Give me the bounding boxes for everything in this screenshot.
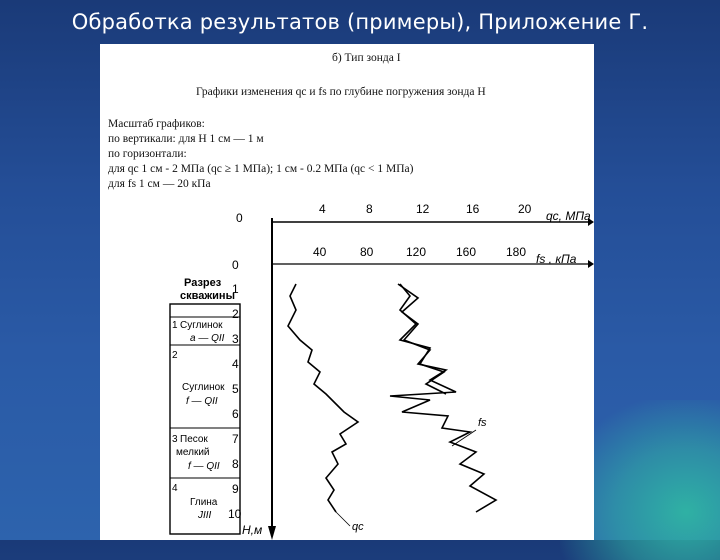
- layer-number: 4: [172, 483, 178, 494]
- document-panel: [100, 44, 594, 540]
- layer-index: a — QII: [190, 333, 225, 344]
- column-title: скважины: [180, 290, 235, 302]
- fs-leader: [452, 430, 476, 446]
- depth-tick: 5: [232, 382, 239, 396]
- depth-tick: 7: [232, 432, 239, 446]
- fs-axis-arrow: [588, 260, 594, 268]
- fs-curve-upper: [400, 284, 446, 394]
- layer-index: JIII: [198, 510, 212, 521]
- qc-tick: 16: [466, 202, 480, 216]
- fs-curve-label: fs: [478, 417, 487, 429]
- fs-tick: 160: [456, 245, 477, 259]
- depth-axis-arrow: [268, 526, 276, 540]
- qc-tick: 8: [366, 202, 373, 216]
- qc-curve-label: qc: [352, 521, 364, 533]
- scale-line: для fs 1 см — 20 кПа: [108, 178, 211, 190]
- layer-number: 3: [172, 434, 178, 445]
- fs-axis-label: fs , кПа: [536, 252, 577, 266]
- depth-tick: 0: [232, 258, 239, 272]
- depth-tick: 10: [228, 507, 242, 521]
- scale-line: по вертикали: для H 1 см — 1 м: [108, 133, 264, 145]
- qc-leader: [336, 512, 350, 526]
- scale-line: для qc 1 см - 2 МПа (qc ≥ 1 МПа); 1 см - 0.2 МПа (qc < 1 МПа): [108, 163, 414, 175]
- depth-axis-label: H,м: [242, 523, 263, 537]
- penetration-graph: [100, 200, 594, 540]
- depth-tick: 6: [232, 407, 239, 421]
- fs-curve: [390, 284, 496, 512]
- fs-tick: 180: [506, 245, 527, 259]
- fs-tick: 80: [360, 245, 374, 259]
- qc-tick: 20: [518, 202, 532, 216]
- qc-tick: 4: [319, 202, 326, 216]
- layer-name: Суглинок: [180, 320, 223, 331]
- depth-tick: 2: [232, 307, 239, 321]
- layer-number: 2: [172, 350, 178, 361]
- layer-name: Суглинок: [182, 382, 225, 393]
- qc-tick: 0: [236, 211, 243, 225]
- qc-curve: [288, 284, 358, 512]
- depth-tick: 9: [232, 482, 239, 496]
- scale-line: Масштаб графиков:: [108, 118, 205, 130]
- qc-tick: 12: [416, 202, 430, 216]
- layer-number: 1: [172, 320, 178, 331]
- column-title: Разрез: [184, 277, 222, 289]
- layer-name-line: мелкий: [176, 447, 210, 458]
- scale-line: по горизонтали:: [108, 148, 187, 160]
- depth-tick: 1: [232, 282, 239, 296]
- layer-index: f — QII: [188, 461, 220, 472]
- fs-tick: 40: [313, 245, 327, 259]
- layer-index: f — QII: [186, 396, 218, 407]
- slide-title: Обработка результатов (примеры), Приложение Г.: [71, 10, 649, 34]
- depth-tick: 3: [232, 332, 239, 346]
- probe-type-header: б) Тип зонда I: [332, 52, 401, 64]
- depth-tick: 4: [232, 357, 239, 371]
- qc-axis-label: qc, МПа: [546, 209, 591, 223]
- depth-tick: 8: [232, 457, 239, 471]
- layer-name-line: Песок: [180, 434, 208, 445]
- layer-name: Глина: [190, 497, 218, 508]
- graphs-header: Графики изменения qc и fs по глубине погружения зонда H: [196, 86, 486, 98]
- fs-tick: 120: [406, 245, 427, 259]
